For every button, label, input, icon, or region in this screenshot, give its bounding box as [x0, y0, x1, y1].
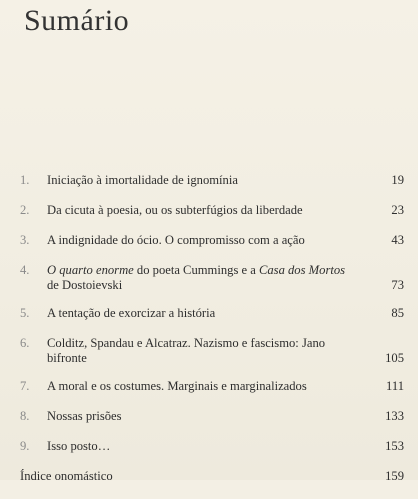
chapter-title-italic: Casa dos Mortos [258, 263, 346, 277]
chapter-title [47, 336, 369, 366]
chapter-number: 7. [20, 379, 30, 393]
page-number: 133 [385, 409, 404, 423]
page-title: Sumário [24, 4, 130, 37]
chapter-title-part: do poeta Cummings e a [133, 263, 259, 277]
page-number: 73 [391, 278, 404, 292]
chapter-number: 3. [20, 233, 30, 247]
toc-entry-8 [20, 409, 406, 424]
page-number: 23 [391, 203, 404, 217]
toc-entry-1 [20, 173, 406, 188]
toc-entry-7 [20, 379, 406, 394]
chapter-number: 2. [20, 203, 30, 217]
chapter-title-line1: Colditz, Spandau e Alcatraz. Nazismo e fascismo: Jano [47, 336, 326, 350]
chapter-title-line2: de Dostoievski [47, 278, 123, 292]
toc-entry-4 [20, 263, 406, 293]
index-title: Índice onomástico [20, 469, 113, 483]
toc-entry-index [20, 469, 406, 484]
chapter-title-line2: bifronte [47, 351, 87, 365]
chapter-number: 5. [20, 306, 30, 320]
chapter-number: 8. [20, 409, 30, 423]
toc-entry-9 [20, 439, 406, 454]
page-number: 159 [385, 469, 404, 483]
chapter-number: 9. [20, 439, 30, 453]
chapter-title: A tentação de exorcizar a história [47, 306, 216, 320]
page-number: 85 [391, 306, 404, 320]
page-number: 105 [385, 351, 404, 365]
page-number: 153 [385, 439, 404, 453]
chapter-title: A indignidade do ócio. O compromisso com a ação [47, 233, 305, 247]
chapter-title-italic: O quarto enorme [47, 263, 134, 277]
toc-entry-2 [20, 203, 406, 218]
page-number: 19 [391, 173, 404, 187]
chapter-title [47, 263, 369, 293]
toc-entry-5 [20, 306, 406, 321]
toc-entry-3 [20, 233, 406, 248]
chapter-number: 1. [20, 173, 30, 187]
table-of-contents [20, 173, 406, 499]
page-number: 111 [386, 379, 404, 393]
chapter-number: 6. [20, 336, 30, 350]
chapter-title: Isso posto… [47, 439, 111, 453]
chapter-title: Da cicuta à poesia, ou os subterfúgios da liberdade [47, 203, 303, 217]
page-number: 43 [391, 233, 404, 247]
toc-entry-6 [20, 336, 406, 366]
chapter-title: Nossas prisões [47, 409, 122, 423]
chapter-title: Iniciação à imortalidade de ignomínia [47, 173, 238, 187]
chapter-number: 4. [20, 263, 30, 277]
chapter-title: A moral e os costumes. Marginais e marginalizados [47, 379, 307, 393]
